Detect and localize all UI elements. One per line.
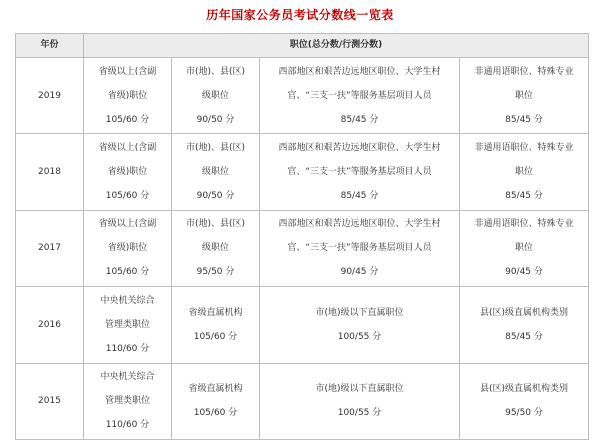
position-cell [172,363,260,439]
year-cell: 2015 [16,363,84,439]
cell-line: 105/60 分 [105,191,150,202]
cell-line: 105/60 分 [105,114,150,125]
page-title: 历年国家公务员考试分数线一览表 [206,8,394,22]
cell-line: 市(地)、县(区) [185,219,246,230]
position-cell [260,363,460,439]
score-table [15,33,589,440]
position-cell [84,58,172,134]
cell-line: 西部地区和艰苦边远地区职位、大学生村 [278,66,441,77]
header-row [16,34,589,58]
cell-line: 85/45 分 [340,114,379,125]
year-cell: 2018 [16,134,84,210]
cell-line: 官、“三支一扶”等服务基层项目人员 [287,243,432,254]
cell-line: 级职位 [201,243,229,254]
cell-line: 市(地)级以下直属职位 [315,307,404,318]
cell-line: 级职位 [201,90,229,101]
table-row [16,210,589,286]
cell-line: 市(地)、县(区) [185,143,246,154]
position-cell [172,287,260,363]
cell-line: 105/60 分 [193,408,238,419]
cell-line: 100/55 分 [337,408,382,419]
cell-line: 职位 [515,243,534,254]
cell-line: 非通用语职位、特殊专业 [474,143,574,154]
cell-line: 省级直属机构 [188,384,243,395]
cell-line: 市(地)级以下直属职位 [315,384,404,395]
position-cell [460,134,589,210]
position-header: 职位(总分数/行测分数) [84,34,589,58]
position-cell [460,210,589,286]
cell-line: 省级以上(含副 [98,143,157,154]
table-row [16,134,589,210]
cell-line: 90/45 分 [340,267,379,278]
year-cell: 2016 [16,287,84,363]
position-cell [260,287,460,363]
cell-line: 非通用语职位、特殊专业 [474,66,574,77]
cell-line: 110/60 分 [105,343,150,354]
cell-line: 省级直属机构 [188,307,243,318]
cell-line: 职位 [515,90,534,101]
cell-line: 级职位 [201,167,229,178]
position-cell [260,58,460,134]
cell-line: 90/45 分 [505,267,543,278]
cell-line: 省级)职位 [107,167,148,178]
cell-line: 省级以上(含副 [98,66,157,77]
cell-line: 90/50 分 [196,191,235,202]
cell-line: 85/45 分 [505,331,543,342]
cell-line: 105/60 分 [105,267,150,278]
cell-line: 90/50 分 [196,114,235,125]
cell-line: 县(区)级直属机构类别 [479,384,569,395]
position-cell [84,134,172,210]
cell-line: 中央机关综合 [100,372,155,383]
cell-line: 官、“三支一扶”等服务基层项目人员 [287,90,432,101]
cell-line: 85/45 分 [505,191,543,202]
cell-line: 85/45 分 [505,114,543,125]
cell-line: 85/45 分 [340,191,379,202]
year-header: 年份 [16,34,84,58]
cell-line: 官、“三支一扶”等服务基层项目人员 [287,167,432,178]
cell-line: 省级)职位 [107,90,148,101]
table-row [16,363,589,439]
cell-line: 非通用语职位、特殊专业 [474,219,574,230]
cell-line: 105/60 分 [193,331,238,342]
cell-line: 西部地区和艰苦边远地区职位、大学生村 [278,143,441,154]
position-cell [260,210,460,286]
position-cell [84,210,172,286]
table-row [16,287,589,363]
year-cell: 2017 [16,210,84,286]
position-cell [460,287,589,363]
year-cell: 2019 [16,58,84,134]
position-cell [460,363,589,439]
table-row [16,58,589,134]
cell-line: 110/60 分 [105,420,150,431]
cell-line: 市(地)、县(区) [185,66,246,77]
cell-line: 95/50 分 [505,408,543,419]
cell-line: 县(区)级直属机构类别 [479,307,569,318]
cell-line: 管理类职位 [104,319,150,330]
position-cell [84,363,172,439]
cell-line: 中央机关综合 [100,295,155,306]
cell-line: 95/50 分 [196,267,235,278]
position-cell [172,58,260,134]
position-cell [260,134,460,210]
position-cell [460,58,589,134]
cell-line: 西部地区和艰苦边远地区职位、大学生村 [278,219,441,230]
cell-line: 100/55 分 [337,331,382,342]
position-cell [84,287,172,363]
cell-line: 省级以上(含副 [98,219,157,230]
position-cell [172,210,260,286]
cell-line: 省级)职位 [107,243,148,254]
cell-line: 职位 [515,167,534,178]
cell-line: 管理类职位 [104,396,150,407]
position-cell [172,134,260,210]
